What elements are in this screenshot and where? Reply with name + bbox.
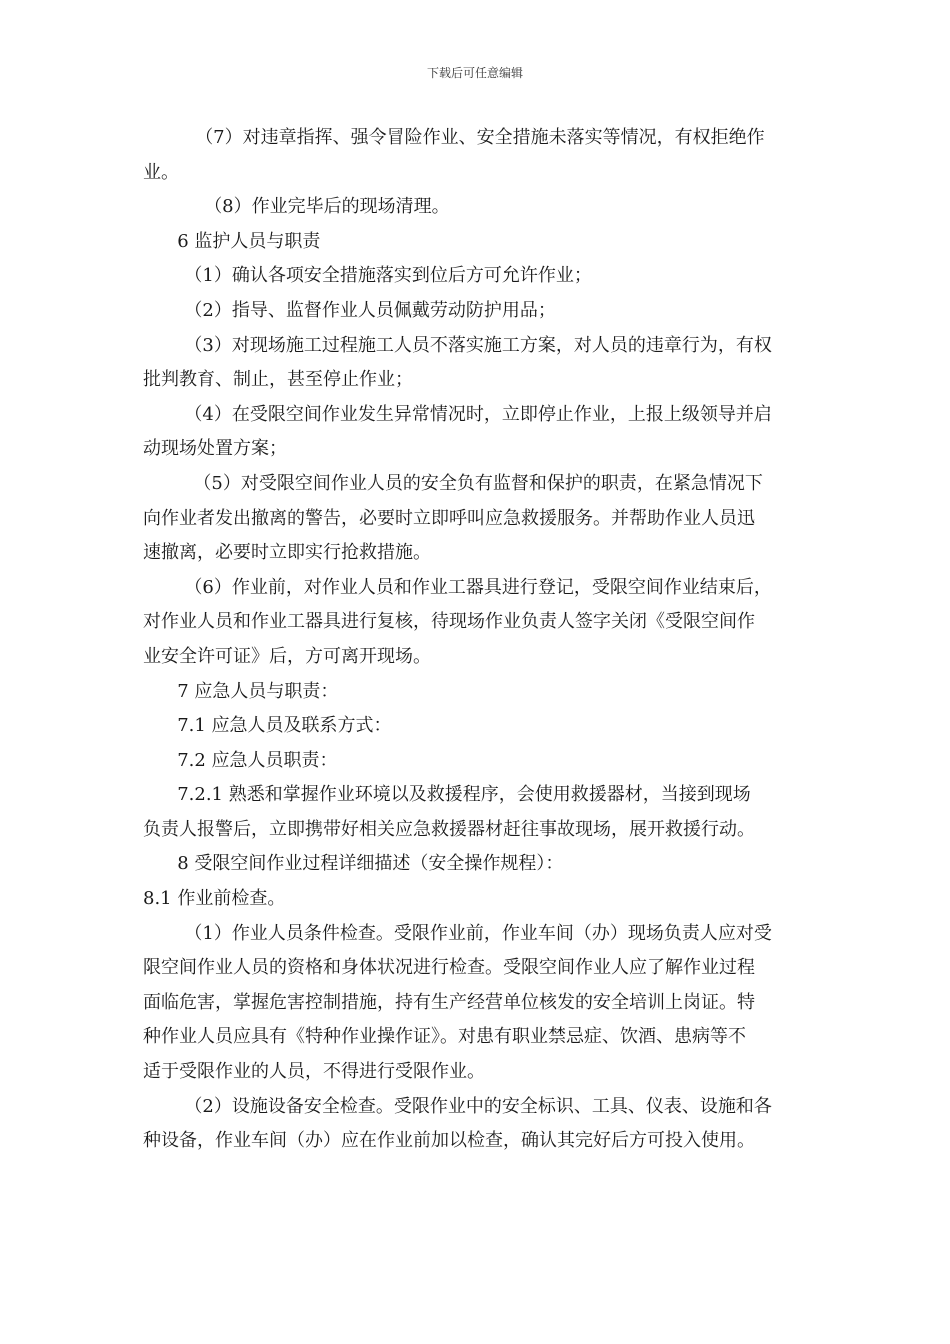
paragraph-line: 面临危害，掌握危害控制措施，持有生产经营单位核发的安全培训上岗证。特 — [143, 991, 755, 1013]
paragraph-line: 8.1 作业前检查。 — [143, 888, 286, 910]
paragraph-line: 动现场处置方案； — [143, 438, 287, 460]
paragraph-line: 7.2 应急人员职责： — [177, 749, 338, 771]
paragraph-line: （7）对违章指挥、强令冒险作业、安全措施未落实等情况，有权拒绝作 — [195, 127, 765, 148]
paragraph-line: （4）在受限空间作业发生异常情况时，立即停止作业，上报上级领导并启 — [184, 403, 772, 425]
paragraph-line: （5）对受限空间作业人员的安全负有监督和保护的职责，在紧急情况下 — [193, 472, 763, 494]
paragraph-line: 批判教育、制止，甚至停止作业； — [143, 369, 413, 391]
paragraph-line: 业。 — [143, 161, 179, 183]
paragraph-line: 业安全许可证》后，方可离开现场。 — [143, 645, 431, 667]
document-body — [143, 121, 808, 1159]
paragraph-line: （2）设施设备安全检查。受限作业中的安全标识、工具、仪表、设施和各 — [184, 1095, 772, 1117]
paragraph-line: 6 监护人员与职责 — [177, 230, 321, 252]
paragraph-line: 种设备，作业车间（办）应在作业前加以检查，确认其完好后方可投入使用。 — [143, 1130, 755, 1152]
paragraph-line: 向作业者发出撤离的警告，必要时立即呼叫应急救援服务。并帮助作业人员迅 — [143, 507, 755, 529]
paragraph-line: 7.2.1 熟悉和掌握作业环境以及救援程序，会使用救援器材，当接到现场 — [177, 784, 751, 806]
paragraph-line: 8 受限空间作业过程详细描述（安全操作规程）： — [177, 853, 564, 875]
paragraph-line: 对作业人员和作业工器具进行复核，待现场作业负责人签字关闭《受限空间作 — [143, 611, 755, 633]
paragraph-line: 适于受限作业的人员，不得进行受限作业。 — [143, 1061, 485, 1083]
paragraph-line: （1）确认各项安全措施落实到位后方可允许作业； — [184, 265, 592, 287]
page-header: 下载后可任意编辑 — [426, 66, 523, 80]
paragraph-line: （2）指导、监督作业人员佩戴劳动防护用品； — [184, 299, 556, 321]
paragraph-line: 速撤离，必要时立即实行抢救措施。 — [143, 542, 431, 564]
paragraph-line: （8）作业完毕后的现场清理。 — [204, 196, 450, 218]
paragraph-line: （6）作业前，对作业人员和作业工器具进行登记，受限空间作业结束后， — [184, 576, 772, 598]
paragraph-line: 7.1 应急人员及联系方式： — [177, 715, 392, 737]
paragraph-line: 7 应急人员与职责： — [177, 680, 339, 702]
paragraph-line: （1）作业人员条件检查。受限作业前，作业车间（办）现场负责人应对受 — [184, 922, 772, 944]
paragraph-line: 种作业人员应具有《特种作业操作证》。对患有职业禁忌症、饮酒、患病等不 — [143, 1026, 746, 1048]
paragraph-line: 限空间作业人员的资格和身体状况进行检查。受限空间作业人应了解作业过程 — [143, 957, 755, 979]
paragraph-line: （3）对现场施工过程施工人员不落实施工方案，对人员的违章行为，有权 — [184, 334, 772, 356]
paragraph-line: 负责人报警后，立即携带好相关应急救援器材赶往事故现场，展开救援行动。 — [143, 818, 755, 840]
